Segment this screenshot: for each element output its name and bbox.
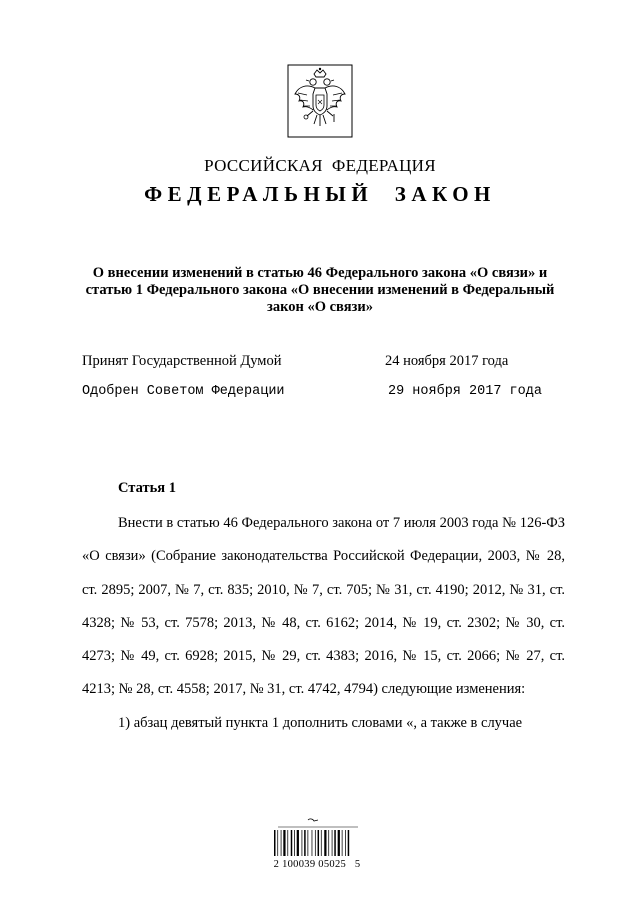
country-heading: РОССИЙСКАЯ ФЕДЕРАЦИЯ (204, 156, 436, 175)
barcode-bar (294, 830, 295, 856)
barcode-bar (302, 830, 303, 856)
barcode-bar (281, 830, 282, 856)
council-approval-label: Одобрен Советом Федерации (82, 384, 285, 399)
barcode-bar (348, 830, 350, 856)
law-title-line-3: закон «О связи» (267, 299, 373, 315)
barcode-bar (283, 830, 285, 856)
barcode-bar (324, 830, 326, 856)
barcode-bar (321, 830, 322, 856)
barcode-bar (277, 830, 278, 856)
barcode-bar (304, 830, 306, 856)
barcode-bar (308, 830, 309, 856)
barcode-bar (342, 830, 343, 856)
barcode-bar (274, 830, 276, 856)
article-paragraph-1: Внести в статью 46 Федерального закона от 7 июля 2003 года № 126-ФЗ «О связи» (Собрание законодательства Российской Федерации, 2003, № 28, ст. 2895; 2007, № 7, ст. 835; 2010, № 7, ст. 705; № 31, ст. 4190; 2012, № 31, ст. 4328; № 53, ст. 7578; 2013, № 48, ст. 6162; 2014, № 19, ст. 2302; № 30, ст. 4273; № 49, ст. 6928; 2015, № 29, ст. 4383; 2016, № 15, ст. 2066; № 27, ст. 4213; № 28, ст. 4558; 2017, № 31, ст. 4742, 4794) следующие изменения: (82, 515, 565, 698)
barcode-bar (328, 830, 329, 856)
barcode-bar (287, 830, 288, 856)
duma-adoption-label: Принят Государственной Думой (82, 353, 282, 369)
barcode-bar (297, 830, 299, 856)
law-title (75, 265, 565, 316)
duma-adoption-date: 24 ноября 2017 года (385, 353, 509, 369)
council-approval-date: 29 ноября 2017 года (388, 384, 542, 399)
barcode-bar (332, 830, 333, 856)
law-type-heading: ФЕДЕРАЛЬНЫЙ ЗАКОН (144, 182, 496, 206)
barcode-bar (315, 830, 316, 856)
barcode-bar (345, 830, 346, 856)
article-body (82, 507, 565, 740)
law-title-line-1: О внесении изменений в статью 46 Федерального закона «О связи» и (92, 265, 548, 281)
article-paragraph-2: 1) абзац девятый пункта 1 дополнить словами «, а также в случае (118, 714, 523, 731)
barcode-bar (312, 830, 313, 856)
barcode-bar (334, 830, 336, 856)
article-heading: Статья 1 (118, 480, 176, 496)
barcode-bar (338, 830, 340, 856)
barcode-bar (291, 830, 293, 856)
barcode-number: 2 100039 05025 5 (273, 859, 361, 870)
barcode-bar (318, 830, 320, 856)
coat-of-arms-emblem-icon (287, 64, 353, 138)
law-title-line-2: статью 1 Федерального закона «О внесении изменений в Федеральный (85, 282, 555, 298)
